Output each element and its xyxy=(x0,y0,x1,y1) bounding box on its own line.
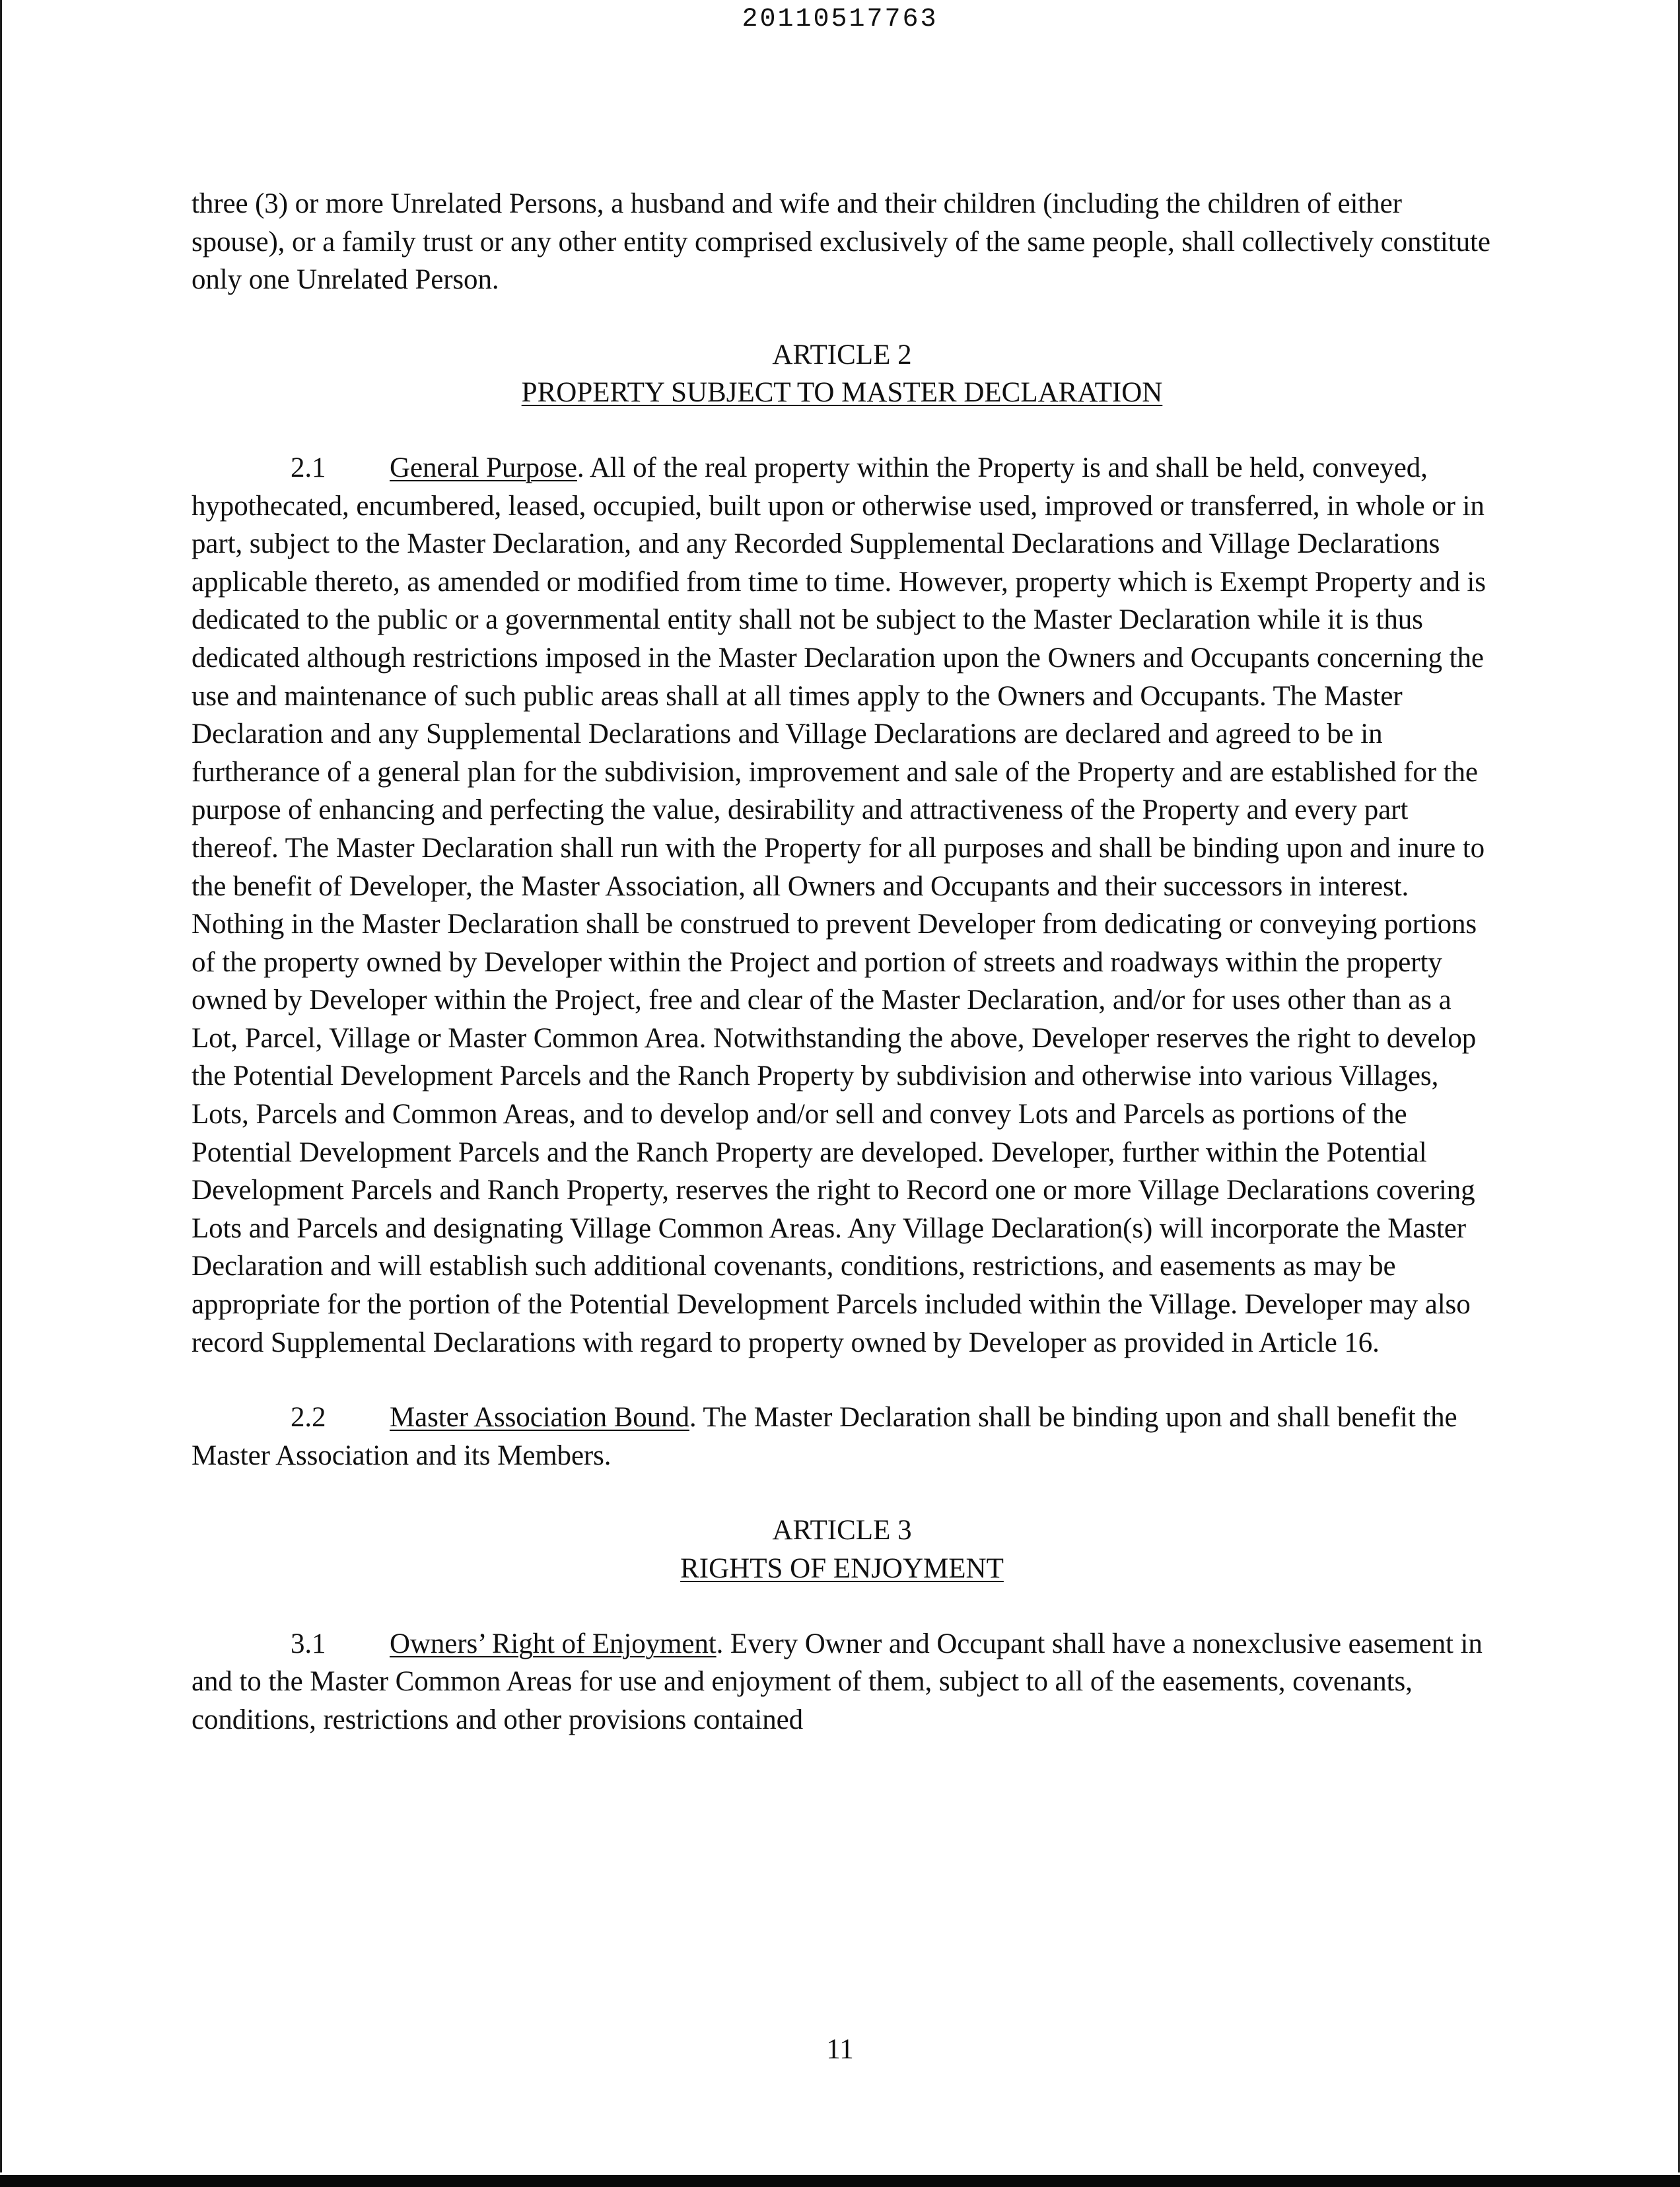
scan-border-bottom xyxy=(0,2175,1680,2187)
section-number: 3.1 xyxy=(291,1628,326,1659)
article-2-title: PROPERTY SUBJECT TO MASTER DECLARATION xyxy=(521,377,1163,409)
section-number: 2.1 xyxy=(291,452,326,483)
intro-paragraph: three (3) or more Unrelated Persons, a husband and wife and their children (including the children of either spouse), or a family trust or any other entity comprised exclusively of the same people, shall collectively constitute only one Unrelated Person. xyxy=(192,188,1490,296)
section-body: . The Master Declaration shall be binding upon and shall benefit the Master Association and its Members. xyxy=(192,1402,1457,1471)
section-title: Owners’ Right of Enjoyment xyxy=(390,1628,717,1659)
section-number: 2.2 xyxy=(291,1402,326,1434)
article-3-title-line xyxy=(192,1550,1492,1588)
recording-number: 20110517763 xyxy=(742,5,938,34)
article-3-header xyxy=(192,1511,1492,1587)
scan-border-left xyxy=(0,0,2,2172)
article-2-heading: ARTICLE 2 xyxy=(772,339,912,370)
document-page xyxy=(192,185,1492,1739)
section-title: General Purpose xyxy=(390,452,577,483)
article-3-title: RIGHTS OF ENJOYMENT xyxy=(680,1553,1004,1584)
section-title: Master Association Bound xyxy=(390,1402,689,1434)
section-2-2 xyxy=(192,1399,1492,1475)
section-2-1 xyxy=(192,449,1492,1362)
section-3-1 xyxy=(192,1625,1492,1739)
article-2-header xyxy=(192,336,1492,412)
article-3-heading: ARTICLE 3 xyxy=(772,1515,912,1546)
article-2-title-line xyxy=(192,374,1492,412)
page-number: 11 xyxy=(826,2034,854,2065)
section-body: . All of the real property within the Property is and shall be held, conveyed, hypothecated, encumbered, leased, occupied, built upon or otherwise used, improved or transferred, in whole or in part, subject to the Master Declaration, and any Recorded Supplemental Declarations and Village Declarations applicable thereto, as amended or modified from time to time. However, property which is Exempt Property and is dedicated to the public or a governmental entity shall not be subject to the Master Declaration while it is thus dedicated although restrictions imposed in the Master Declaration upon the Owners and Occupants concerning the use and maintenance of such public areas shall at all times apply to the Owners and Occupants. The Master Declaration and any Supplemental Declarations and Village Declarations are declared and agreed to be in furtherance of a general plan for the subdivision, improvement and sale of the Property and are established for the purpose of enhancing and perfecting the value, desirability and attractiveness of the Property and every part thereof. The Master Declaration shall run with the Property for all purposes and shall be binding upon and inure to the benefit of Developer, the Master Association, all Owners and Occupants and their successors in interest. Nothing in the Master Declaration shall be construed to prevent Developer from dedicating or conveying portions of the property owned by Developer within the Project and portion of streets and roadways within the property owned by Developer within the Project, free and clear of the Master Declaration, and/or for uses other than as a Lot, Parcel, Village or Master Common Area. Notwithstanding the above, Developer reserves the right to develop the Potential Development Parcels and the Ranch Property by subdivision and otherwise into various Villages, Lots, Parcels and Common Areas, and to develop and/or sell and convey Lots and Parcels as portions of the Potential Development Parcels and the Ranch Property are developed. Developer, further within the Potential Development Parcels and Ranch Property, reserves the right to Record one or more Village Declarations covering Lots and Parcels and designating Village Common Areas. Any Village Declaration(s) will incorporate the Master Declaration and will establish such additional covenants, conditions, restrictions, and easements as may be appropriate for the portion of the Potential Development Parcels included within the Village. Developer may also record Supplemental Declarations with regard to property owned by Developer as provided in Article 16. xyxy=(192,452,1486,1358)
section-body: . Every Owner and Occupant shall have a nonexclusive easement in and to the Master Common Areas for use and enjoyment of them, subject to all of the easements, covenants, conditions, restrictions and other provisions contained xyxy=(192,1628,1483,1735)
